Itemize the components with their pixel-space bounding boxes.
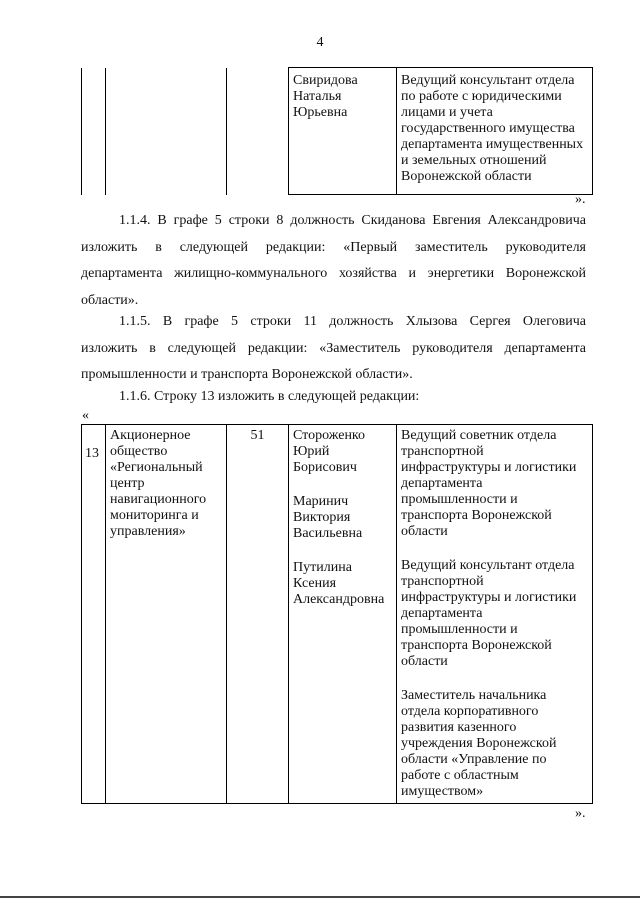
- table-row-13: [81, 424, 593, 804]
- person-position: [401, 558, 588, 670]
- table-row: [82, 425, 593, 804]
- closing-quote: ».: [575, 806, 586, 821]
- closing-quote: ».: [575, 192, 586, 207]
- person-name-line: Александровна: [293, 592, 385, 607]
- organization-line: общество: [110, 444, 168, 459]
- organization-line: навигационного: [110, 492, 207, 507]
- person-name-line: Маринич: [293, 494, 349, 509]
- person-position: [401, 73, 588, 185]
- paragraph-line: изложить в следующей редакции: «Заместитель руководителя департамента: [81, 340, 586, 356]
- person-name: [293, 73, 392, 121]
- position-line: имуществом»: [401, 784, 484, 799]
- organization-line: центр: [110, 476, 145, 491]
- position-line: транспорта Воронежской: [401, 508, 552, 523]
- person-name: [293, 494, 392, 542]
- position-line: области: [401, 524, 448, 539]
- person-name-line: Ксения: [293, 576, 337, 591]
- position-line: департамента: [401, 476, 483, 491]
- person-name-line: Борисович: [293, 460, 357, 475]
- position-line: Ведущий советник отдела: [401, 428, 557, 443]
- table-continuation: [81, 67, 593, 195]
- position-line: транспортной: [401, 444, 484, 459]
- cell-persons: [289, 425, 397, 804]
- position-line: учреждения Воронежской: [401, 736, 557, 751]
- paragraph-1-1-5: [81, 309, 586, 389]
- paragraph-line: 1.1.4. В графе 5 строки 8 должность Скиданова Евгения Александровича: [119, 213, 586, 228]
- page-edge-line: [0, 896, 640, 898]
- position-line: Ведущий консультант отдела: [401, 558, 575, 573]
- paragraph-line: 1.1.5. В графе 5 строки 11 должность Хлызова Сергея Олеговича: [119, 314, 586, 329]
- organization-name: [110, 428, 222, 540]
- person-name-line: Виктория: [293, 510, 351, 525]
- paragraph-line: 1.1.6. Строку 13 изложить в следующей редакции:: [119, 389, 420, 404]
- position-line: области «Управление по: [401, 752, 547, 767]
- position-line: транспорта Воронежской: [401, 638, 552, 653]
- position-line: Заместитель начальника: [401, 688, 547, 703]
- cell-organization: [106, 68, 227, 195]
- position-line: департамента имущественных: [401, 137, 584, 152]
- page-number: 4: [316, 35, 324, 50]
- person-name-line: Наталья: [293, 89, 342, 104]
- position-line: и земельных отношений: [401, 153, 547, 168]
- position-line: по работе с юридическими: [401, 89, 562, 104]
- position-line: развития казенного: [401, 720, 517, 735]
- organization-line: Акционерное: [110, 428, 191, 443]
- organization-line: «Региональный: [110, 460, 203, 475]
- position-line: инфраструктуры и логистики: [401, 590, 577, 605]
- cell-count: [227, 425, 289, 804]
- organization-line: управления»: [110, 524, 186, 539]
- position-line: отдела корпоративного: [401, 704, 539, 719]
- position-line: работе с областным: [401, 768, 519, 783]
- cell-number: 13: [82, 425, 106, 804]
- cell-positions: [397, 425, 593, 804]
- paragraph-line: промышленности и транспорта Воронежской области».: [81, 367, 413, 382]
- person-name-line: Свиридова: [293, 73, 358, 88]
- persons-list: [293, 428, 392, 608]
- person-name-line: Васильевна: [293, 526, 363, 541]
- cell-position: [397, 68, 593, 195]
- organization-line: мониторинга и: [110, 508, 199, 523]
- position-line: Ведущий консультант отдела: [401, 73, 575, 88]
- person-name-line: Стороженко: [293, 428, 366, 443]
- cell-number: [82, 68, 106, 195]
- opening-quote: «: [82, 408, 89, 423]
- position-line: Воронежской области: [401, 169, 532, 184]
- positions-list: [401, 428, 588, 800]
- position-line: промышленности и: [401, 492, 518, 507]
- paragraph-1-1-4: [81, 208, 586, 314]
- cell-count: [227, 68, 289, 195]
- person-position: [401, 688, 588, 800]
- position-line: области: [401, 654, 448, 669]
- person-name: [293, 428, 392, 476]
- cell-person: [289, 68, 397, 195]
- position-line: промышленности и: [401, 622, 518, 637]
- employee-count: 51: [250, 428, 265, 443]
- position-line: инфраструктуры и логистики: [401, 460, 577, 475]
- position-line: транспортной: [401, 574, 484, 589]
- paragraph-line: области».: [81, 292, 139, 308]
- position-line: лицами и учета: [401, 105, 493, 120]
- person-position: [401, 428, 588, 540]
- person-name-line: Путилина: [293, 560, 352, 575]
- person-name-line: Юрий: [293, 444, 330, 459]
- person-name: [293, 560, 392, 608]
- paragraph-line: департамента жилищно-коммунального хозяйства и энергетики Воронежской: [81, 266, 586, 281]
- position-line: государственного имущества: [401, 121, 575, 136]
- cell-organization: [106, 425, 227, 804]
- paragraph-line: изложить в следующей редакции: «Первый заместитель руководителя: [81, 239, 586, 255]
- table-row: [82, 68, 593, 195]
- paragraph-1-1-6: [81, 384, 586, 411]
- person-name-line: Юрьевна: [293, 105, 348, 120]
- position-line: департамента: [401, 606, 483, 621]
